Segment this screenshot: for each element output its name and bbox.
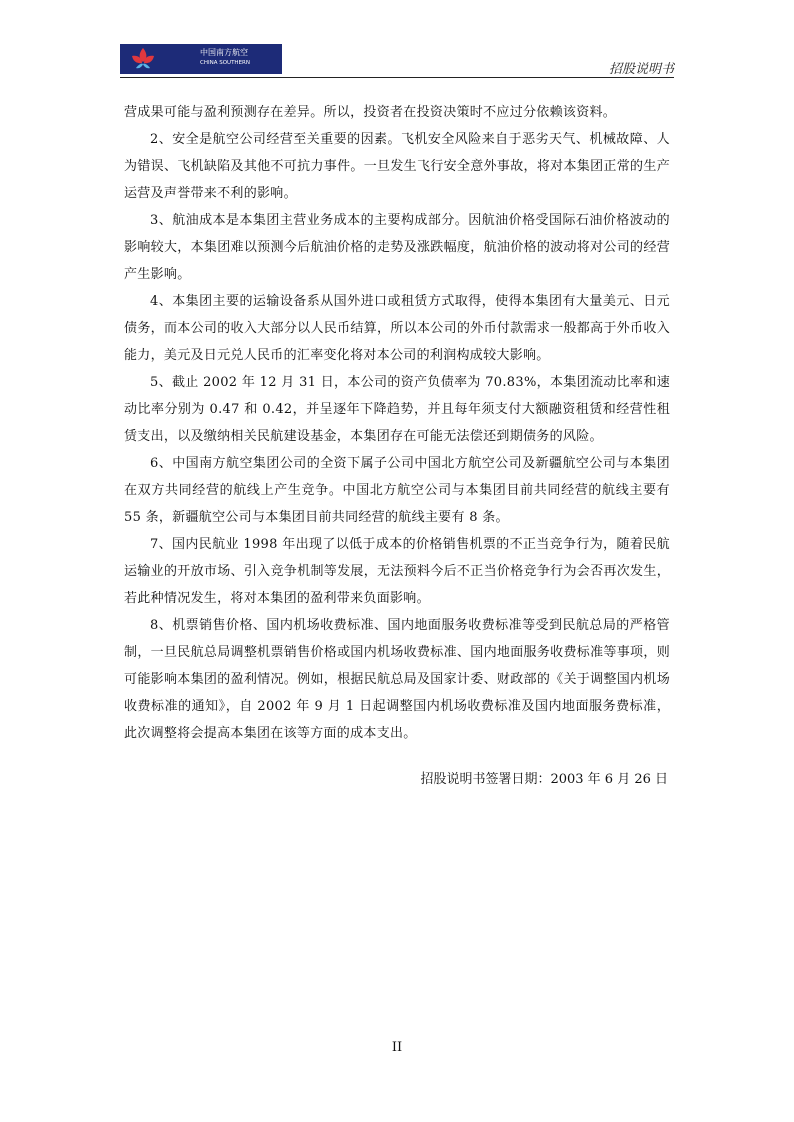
- document-title: 招股说明书: [608, 62, 674, 77]
- paragraph-risk-2: 2、安全是航空公司经营至关重要的因素。飞机安全风险来自于恶劣天气、机械故障、人为错误、飞机缺陷及其他不可抗力事件。一旦发生飞行安全意外事故，将对本集团正常的生产运营及声誉带来不利的影响。: [124, 132, 670, 201]
- logo-text-en: CHINA SOUTHERN: [200, 60, 250, 66]
- paragraph-risk-4: 4、本集团主要的运输设备系从国外进口或租赁方式取得，使得本集团有大量美元、日元债务，而本公司的收入大部分以人民币结算，所以本公司的外币付款需求一般都高于外币收入能力，美元及日元兑人民币的汇率变化将对本公司的利润构成较大影响。: [124, 294, 670, 363]
- page-number: II: [391, 1040, 403, 1055]
- signing-date: 招股说明书签署日期：2003 年 6 月 26 日: [420, 772, 668, 787]
- kapok-flower-icon: [128, 46, 158, 72]
- paragraph-risk-6: 6、中国南方航空集团公司的全资下属子公司中国北方航空公司及新疆航空公司与本集团在双方共同经营的航线上产生竞争。中国北方航空公司与本集团目前共同经营的航线主要有 55 条，新疆航空公司与本集团目前共同经营的航线主要有 8 条。: [124, 456, 670, 525]
- paragraph-risk-3: 3、航油成本是本集团主营业务成本的主要构成部分。因航油价格受国际石油价格波动的影响较大，本集团难以预测今后航油价格的走势及涨跌幅度，航油价格的波动将对公司的经营产生影响。: [124, 213, 670, 282]
- page-header: [120, 42, 674, 78]
- paragraph-continued: 营成果可能与盈利预测存在差异。所以，投资者在投资决策时不应过分依赖该资料。: [124, 105, 617, 120]
- paragraph-risk-5: 5、截止 2002 年 12 月 31 日，本公司的资产负债率为 70.83%，本集团流动比率和速动比率分别为 0.47 和 0.42，并呈逐年下降趋势，并且每年须支付大额融资租赁和经营性租赁支出，以及缴纳相关民航建设基金，本集团存在可能无法偿还到期债务的风险。: [124, 375, 670, 444]
- header-divider: [120, 77, 674, 78]
- china-southern-logo: [120, 44, 282, 74]
- paragraph-risk-8: 8、机票销售价格、国内机场收费标准、国内地面服务收费标准等受到民航总局的严格管制，一旦民航总局调整机票销售价格或国内机场收费标准、国内地面服务收费标准等事项，则可能影响本集团的盈利情况。例如，根据民航总局及国家计委、财政部的《关于调整国内机场收费标准的通知》，自 2002 年 9 月 1 日起调整国内机场收费标准及国内地面服务费标准，此次调整将会提高本集团在该等方面的成本支出。: [124, 618, 670, 741]
- paragraph-risk-7: 7、国内民航业 1998 年出现了以低于成本的价格销售机票的不正当竞争行为，随着民航运输业的开放市场、引入竞争机制等发展，无法预料今后不正当价格竞争行为会否再次发生，若此种情况发生，将对本集团的盈利带来负面影响。: [124, 537, 670, 606]
- body-text: [124, 99, 670, 747]
- logo-text-cn: 中国南方航空: [200, 48, 248, 57]
